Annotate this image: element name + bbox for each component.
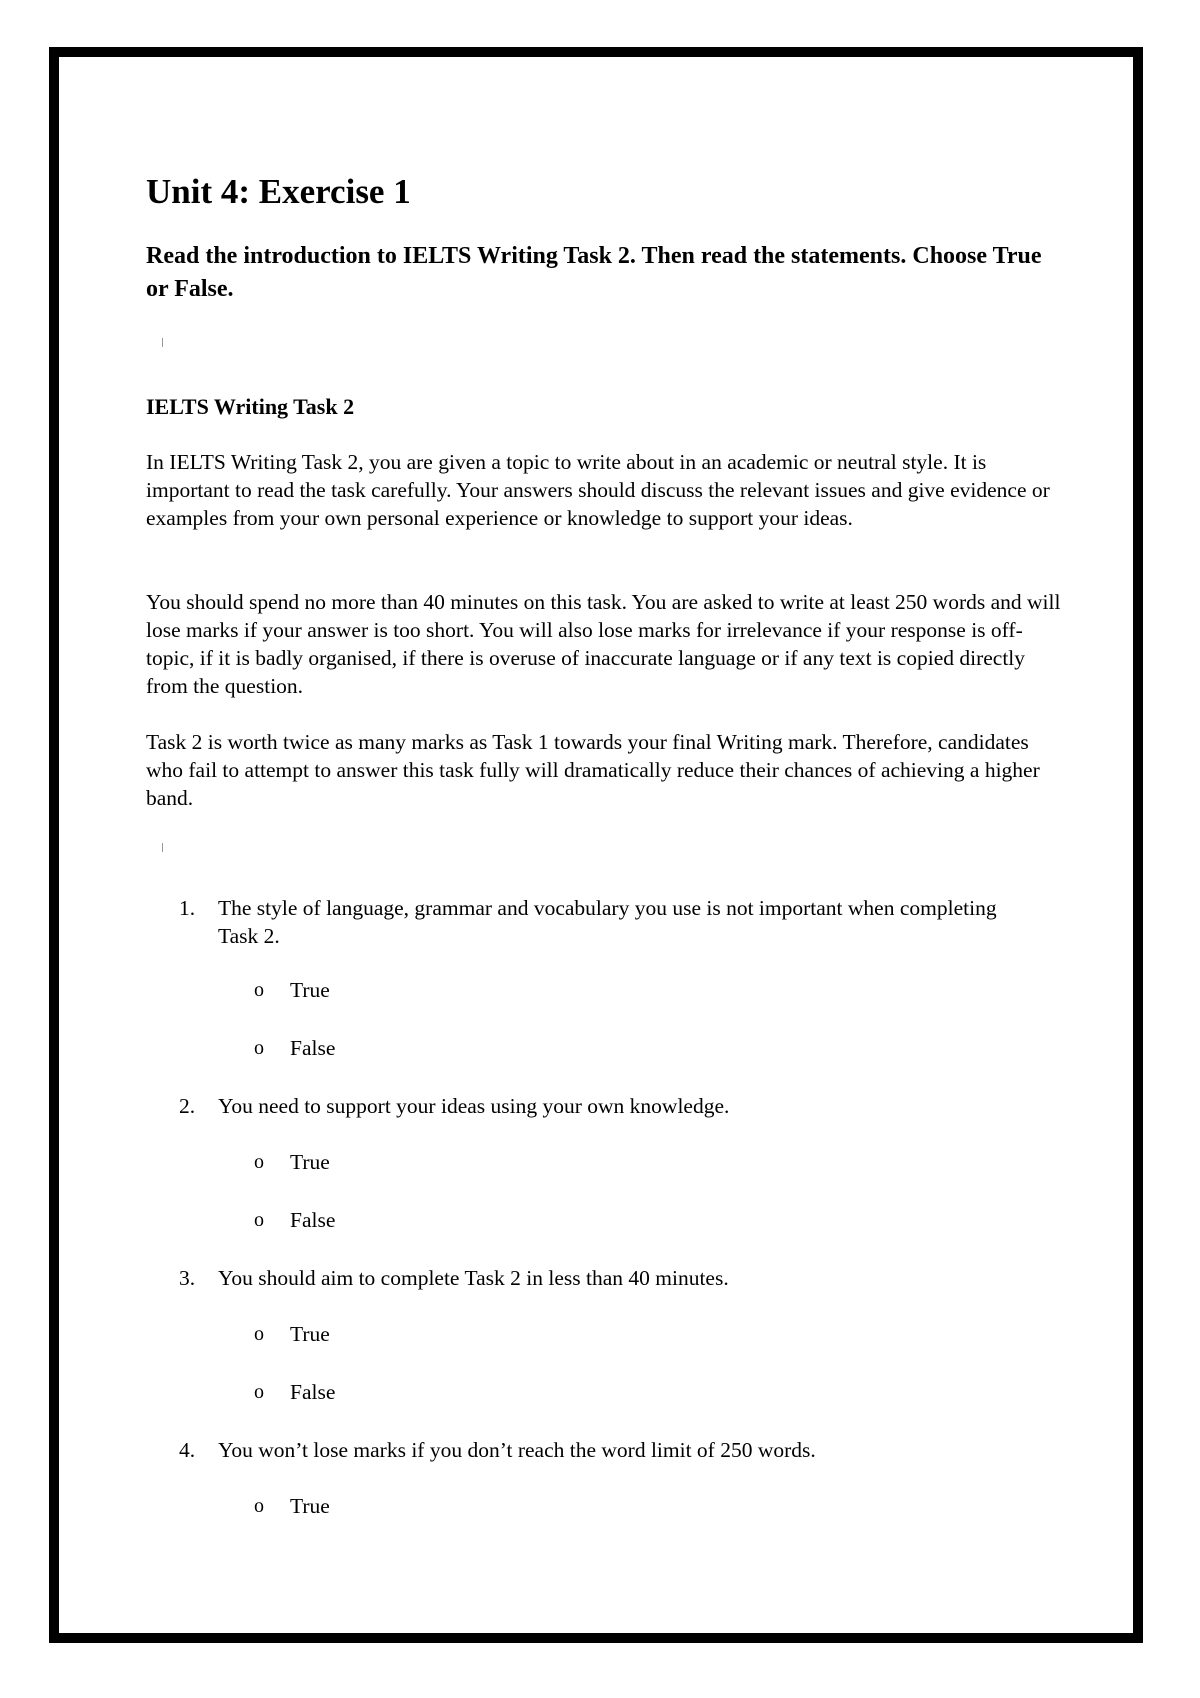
- question-text: You need to support your ideas using your own knowledge.: [218, 1094, 730, 1118]
- question-text: You won’t lose marks if you don’t reach the word limit of 250 words.: [218, 1438, 816, 1462]
- option-bullet: o: [254, 1209, 264, 1231]
- divider-mark: [162, 338, 163, 347]
- option-label: True: [290, 978, 330, 1002]
- paragraph-intro: In IELTS Writing Task 2, you are given a topic to write about in an academic or neutral style. It is important to read the task carefully. Your answers should discuss the relevant issues and give evidence or examples from your own personal experience or knowledge to support your ideas.: [146, 450, 1050, 530]
- option-label: False: [290, 1036, 336, 1060]
- instruction-text: Read the introduction to IELTS Writing Task 2. Then read the statements. Choose True or False.: [146, 243, 1042, 302]
- question-text: The style of language, grammar and vocabulary you use is not important when completing Task 2.: [218, 896, 997, 948]
- option-bullet: o: [254, 1495, 264, 1517]
- option-bullet: o: [254, 1323, 264, 1345]
- option-bullet: o: [254, 979, 264, 1001]
- option-label: False: [290, 1380, 336, 1404]
- question-number: 3.: [179, 1266, 196, 1290]
- option-bullet: o: [254, 1381, 264, 1403]
- worksheet: [146, 170, 1066, 1518]
- option-bullet: o: [254, 1037, 264, 1059]
- section-heading: IELTS Writing Task 2: [146, 394, 355, 419]
- question-text: You should aim to complete Task 2 in less than 40 minutes.: [218, 1266, 729, 1290]
- option-label: True: [290, 1322, 330, 1346]
- question-number: 4.: [179, 1438, 196, 1462]
- option-label: False: [290, 1208, 336, 1232]
- question-number: 2.: [179, 1094, 196, 1118]
- page-title: Unit 4: Exercise 1: [146, 172, 411, 211]
- question-number: 1.: [179, 896, 196, 920]
- paragraph-time-length: You should spend no more than 40 minutes on this task. You are asked to write at least 250 words and will lose marks if your answer is too short. You will also lose marks for irrelevance if your response is off-topic, if it is badly organised, if there is overuse of inaccurate language or if any text is copied directly from the question.: [146, 590, 1061, 698]
- option-label: True: [290, 1494, 330, 1518]
- divider-mark: [162, 843, 163, 852]
- paragraph-marks: Task 2 is worth twice as many marks as Task 1 towards your final Writing mark. Therefore, candidates who fail to attempt to answer this task fully will dramatically reduce their chances of achieving a higher band.: [146, 730, 1040, 810]
- option-label: True: [290, 1150, 330, 1174]
- option-bullet: o: [254, 1151, 264, 1173]
